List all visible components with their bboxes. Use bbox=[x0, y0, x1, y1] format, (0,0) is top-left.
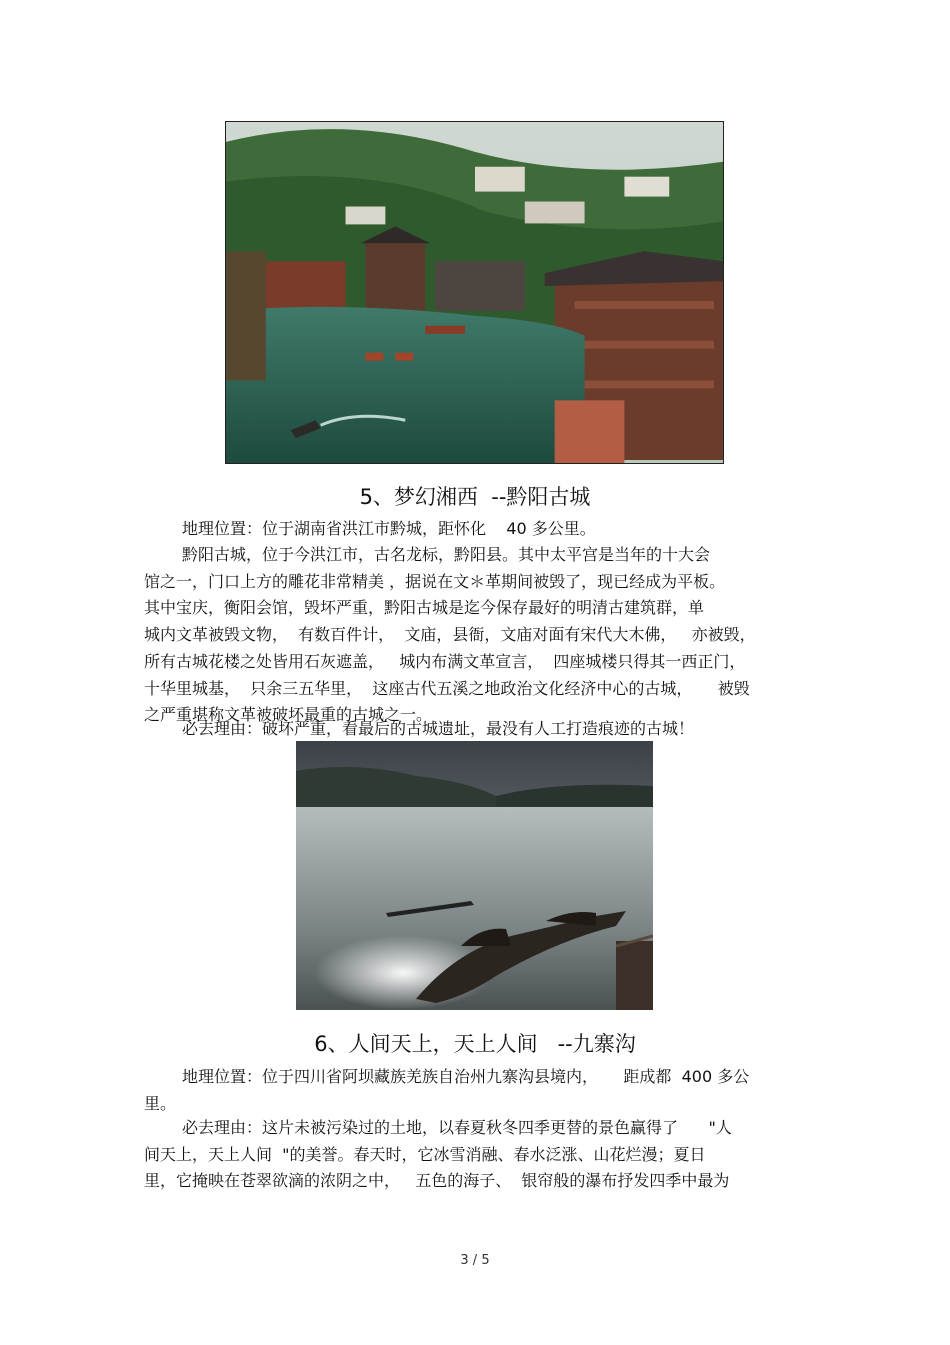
section-5-heading: 5、梦幻湘西 --黔阳古城 bbox=[359, 485, 591, 509]
section-6-reason bbox=[144, 1115, 808, 1195]
ancient-town-river-photo bbox=[225, 121, 724, 464]
text-line: 十华里城基， 只余三五华里， 这座古代五溪之地政治文化经济中心的古城， 被毁 bbox=[144, 678, 750, 698]
text-line: 之严重堪称文革被破坏最重的古城之一。 bbox=[144, 705, 433, 725]
section-6-location bbox=[144, 1064, 808, 1117]
text-line: 其中宝庆，衡阳会馆，毁坏严重，黔阳古城是迄今保存最好的明清古建筑群，单 bbox=[144, 598, 705, 618]
text-line: 所有古城花楼之处皆用石灰遮盖， 城内布满文革宣言， 四座城楼只得其一西正门， bbox=[144, 651, 746, 671]
section-5-location bbox=[144, 516, 846, 543]
text-line: 里，它掩映在苍翠欲滴的浓阴之中， 五色的海子、 银帘般的瀑布抒发四季中最为 bbox=[144, 1171, 730, 1191]
text-line: 地理位置：位于四川省阿坝藏族羌族自治州九寨沟县境内， 距成都 400 多公 bbox=[182, 1067, 750, 1086]
text-line: 必去理由：破坏严重，看最后的古城遗址，最没有人工打造痕迹的古城！ bbox=[182, 719, 695, 738]
text-line: 黔阳古城，位于今洪江市，古名龙标，黔阳县。其中太平宫是当年的十大会 bbox=[182, 545, 711, 564]
section-5-description bbox=[144, 542, 808, 729]
text-line: 地理位置：位于湖南省洪江市黔城，距怀化 40 多公里。 bbox=[182, 519, 596, 538]
lake-boats-photo bbox=[296, 741, 653, 1010]
text-line: 里。 bbox=[144, 1093, 177, 1113]
section-6-heading: 6、人间天上，天上人间 --九寨沟 bbox=[314, 1032, 636, 1056]
page-number: 3 / 5 bbox=[460, 1253, 490, 1268]
text-line: 间天上，天上人间 "的美誉。春天时，它冰雪消融、春水泛涨、山花烂漫；夏日 bbox=[144, 1144, 706, 1164]
text-line: 必去理由：这片未被污染过的土地，以春夏秋冬四季更替的景色赢得了 "人 bbox=[182, 1118, 732, 1137]
section-5-reason bbox=[144, 716, 846, 743]
text-line: 城内文革被毁文物， 有数百件计， 文庙，县衙，文庙对面有宋代大木佛， 亦被毁， bbox=[144, 625, 756, 645]
text-line: 馆之一，门口上方的雕花非常精美 ，据说在文＊革期间被毁了，现已经成为平板。 bbox=[144, 571, 726, 591]
